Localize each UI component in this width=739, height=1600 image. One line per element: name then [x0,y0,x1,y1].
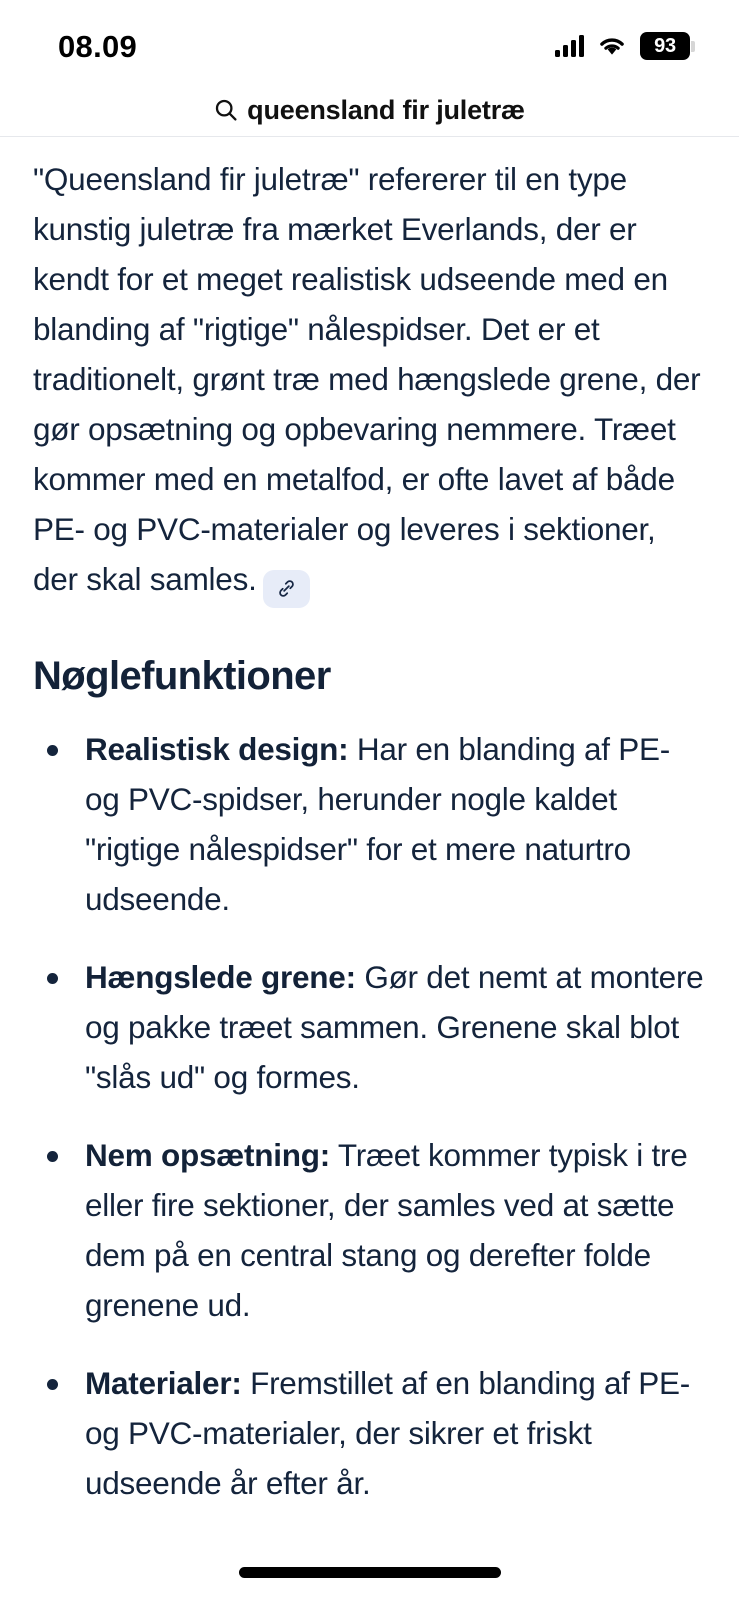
search-icon [214,98,238,122]
list-item [33,1130,706,1330]
battery-icon [640,32,695,60]
list-item-label: Hængslede grene: [85,958,356,995]
battery-level-label: 93 [654,35,676,57]
battery-cap [691,41,695,52]
wifi-icon [597,35,627,57]
bullet-dot-icon [47,1151,58,1162]
search-query-bar[interactable] [0,86,739,134]
bullet-dot-icon [47,1379,58,1390]
battery-body [640,32,690,60]
list-item [33,724,706,924]
search-query-text: queensland fir juletræ [247,94,525,125]
list-item-label: Nem opsætning: [85,1136,330,1173]
key-features-list [33,724,706,1508]
bullet-dot-icon [47,973,58,984]
link-icon[interactable] [263,570,310,608]
article-content [0,137,739,1508]
list-item [33,952,706,1102]
list-item-text: Fremstillet af en blanding af PE- og PVC-materialer, der sikrer et friskt udseende år efter år. [85,1364,691,1501]
status-icons-group [555,26,695,60]
section-heading-key-features: Nøglefunktioner [33,653,331,698]
list-item-label: Realistisk design: [85,730,349,767]
intro-paragraph-text: "Queensland fir juletræ" refererer til en type kunstig juletræ fra mærket Everlands, der er kendt for et meget realistisk udseende med en blanding af "rigtige" nålespidser. Det er et traditionelt, grønt træ med hængslede grene, der gør opsætning og opbevaring nemmere. Træet kommer med en metalfod, er ofte lavet af både PE- og PVC-materialer og leveres i sektioner, der skal samles. [33,161,701,597]
status-time: 08.09 [58,28,138,64]
status-bar [0,0,739,86]
intro-paragraph [33,154,706,608]
list-item-text: Gør det nemt at montere og pakke træet sammen. Grenene skal blot "slås ud" og formes. [85,958,704,1095]
bullet-dot-icon [47,745,58,756]
home-indicator[interactable] [239,1567,501,1578]
list-item [33,1358,706,1508]
list-item-text: Træet kommer typisk i tre eller fire sektioner, der samles ved at sætte dem på en central stang og derefter folde grenene ud. [85,1136,688,1323]
list-item-text: Har en blanding af PE- og PVC-spidser, herunder nogle kaldet "rigtige nålespidser" for et mere naturtro udseende. [85,730,671,917]
signal-bars-icon [555,35,584,57]
list-item-label: Materialer: [85,1364,242,1401]
